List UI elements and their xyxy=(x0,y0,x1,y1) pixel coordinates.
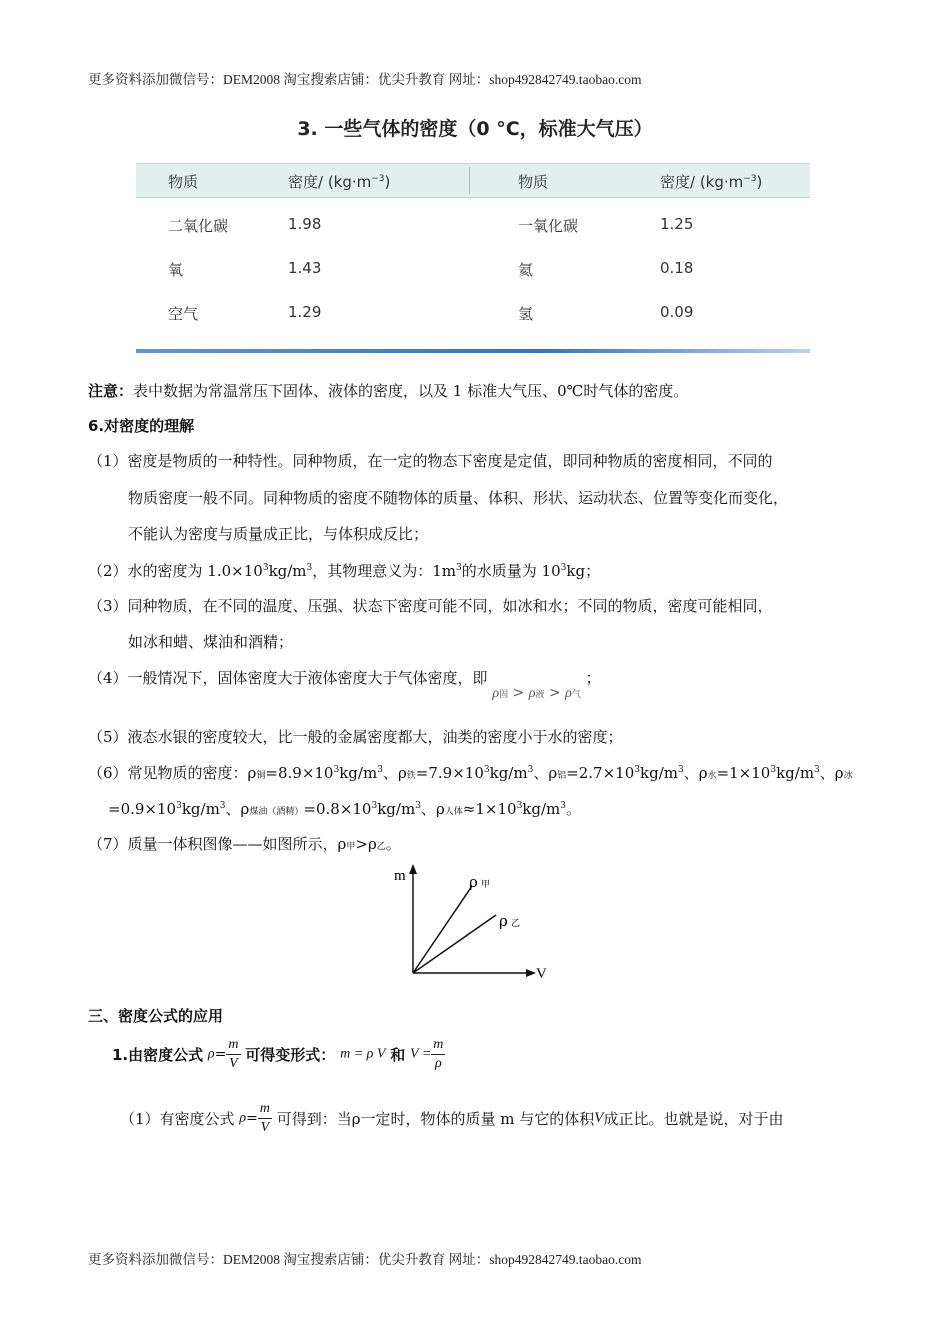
p7-line: （7）质量一体积图像——如图所示，ρ甲>ρ乙。 xyxy=(88,835,401,853)
p1-line-2: 物质密度一般不同。同种物质的密度不随物体的质量、体积、形状、运动状态、位置等变化而变化， xyxy=(128,489,789,507)
line-yi-label: ρ xyxy=(499,912,508,930)
header-density-2: 密度/ $(kg\cdot m^{-3})$ xyxy=(660,173,763,191)
header-divider xyxy=(469,167,470,194)
p6-line-2: $=0.9\times 10^3kg/m^3$、ρ煤油（酒精）$=0.8\times 10^3kg/m^3$、ρ人体$\approx 1\times 10^3kg/m^3$。 xyxy=(108,800,582,818)
table-title: 3. 一些气体的密度（0 °C，标准大气压） xyxy=(297,118,653,140)
formula-line: 1.由密度公式 ρ= $\frac{m}{V}$ 可得变形式： m = ρ V 和 V = $\frac{m}{\rho}$ xyxy=(112,1037,444,1071)
table-cell: 0.09 xyxy=(660,303,694,321)
p3-line-2: 如冰和蜡、煤油和酒精； xyxy=(128,633,294,651)
table-cell: 空气 xyxy=(168,305,199,323)
mass-volume-graph xyxy=(380,860,550,985)
table-cell: 二氧化碳 xyxy=(168,217,229,235)
line-yi xyxy=(413,915,496,973)
table-cell: 氧 xyxy=(168,261,184,279)
gas-density-table xyxy=(136,163,810,348)
y-axis-label: m xyxy=(394,868,406,884)
p6-line-1: （6）常见物质的密度：ρ铜$=8.9\times 10^3kg/m^3$、ρ铁$=7.9\times 10^3kg/m^3$、ρ铝$=2.7\times 10^3kg/m^3$、ρ水$=1\times 10^3kg/m^3$、ρ冰 xyxy=(88,764,853,782)
p-last-line: （1）有密度公式 ρ= $\frac{m}{V}$ 可得到：当ρ一定时，物体的质量 m 与它的体积V成正比。也就是说，对于由 xyxy=(120,1101,784,1135)
table-header-row xyxy=(136,163,810,198)
table-cell: 一氧化碳 xyxy=(518,217,579,235)
table-cell: 1.98 xyxy=(288,215,322,233)
density-inequality: ρ固 > ρ液 > ρ气 xyxy=(492,685,581,701)
y-axis-arrow xyxy=(409,864,417,874)
table-cell: 1.43 xyxy=(288,259,322,277)
page-header: 更多资料添加微信号：DEM2008 淘宝搜索店铺：优尖升教育 网址：shop492842749.taobao.com xyxy=(88,72,642,87)
section-6-title: 6.对密度的理解 xyxy=(88,417,195,435)
density-fraction: $\frac{m}{V}$ xyxy=(228,1037,239,1071)
density-fraction-2: $\frac{m}{V}$ xyxy=(259,1101,270,1135)
p1-line-1: （1）密度是物质的一种特性。同种物质，在一定的物态下密度是定值，即同种物质的密度相同，不同的 xyxy=(88,452,773,470)
table-body xyxy=(136,198,810,348)
x-axis-label: V xyxy=(536,966,547,982)
line-jia xyxy=(413,886,472,973)
table-cell: 1.25 xyxy=(660,215,694,233)
x-axis-arrow xyxy=(526,969,536,977)
line-yi-sub: 乙 xyxy=(511,919,521,929)
table-cell: 氢 xyxy=(518,305,534,323)
line-jia-sub: 甲 xyxy=(481,880,491,890)
note-text: 表中数据为常温常压下固体、液体的密度，以及 1 标准大气压、0℃时气体的密度。 xyxy=(133,382,689,400)
table-cell: 1.29 xyxy=(288,303,322,321)
section-3-title: 三、密度公式的应用 xyxy=(88,1007,224,1025)
p3-line-1: （3）同种物质，在不同的温度、压强、状态下密度可能不同，如冰和水；不同的物质，密度可能相同， xyxy=(88,597,773,615)
p1-line-3: 不能认为密度与质量成正比，与体积成反比； xyxy=(128,525,429,543)
page-footer: 更多资料添加微信号：DEM2008 淘宝搜索店铺：优尖升教育 网址：shop492842749.taobao.com xyxy=(88,1252,642,1267)
volume-fraction: $\frac{m}{\rho}$ xyxy=(433,1037,444,1071)
table-cell: 0.18 xyxy=(660,259,694,277)
note-label: 注意： xyxy=(88,382,134,400)
line-jia-label: ρ xyxy=(469,873,478,891)
header-substance-2: 物质 xyxy=(518,173,549,191)
header-substance-1: 物质 xyxy=(168,173,199,191)
p2-line: （2）水的密度为 $1.0\times 10^3kg/m^3$，其物理意义为：$1m^3$的水质量为 $10^3kg$； xyxy=(88,562,601,580)
header-density-1: 密度/ $(kg\cdot m^{-3})$ xyxy=(288,173,391,191)
table-cell: 氦 xyxy=(518,261,534,279)
p5-line: （5）液态水银的密度较大，比一般的金属密度都大，油类的密度小于水的密度； xyxy=(88,728,623,746)
p4-line: （4）一般情况下，固体密度大于液体密度大于气体密度，即 ρ固 > ρ液 > ρ气 ； xyxy=(88,669,601,701)
table-bottom-rule xyxy=(136,349,810,353)
note-line xyxy=(88,380,688,401)
